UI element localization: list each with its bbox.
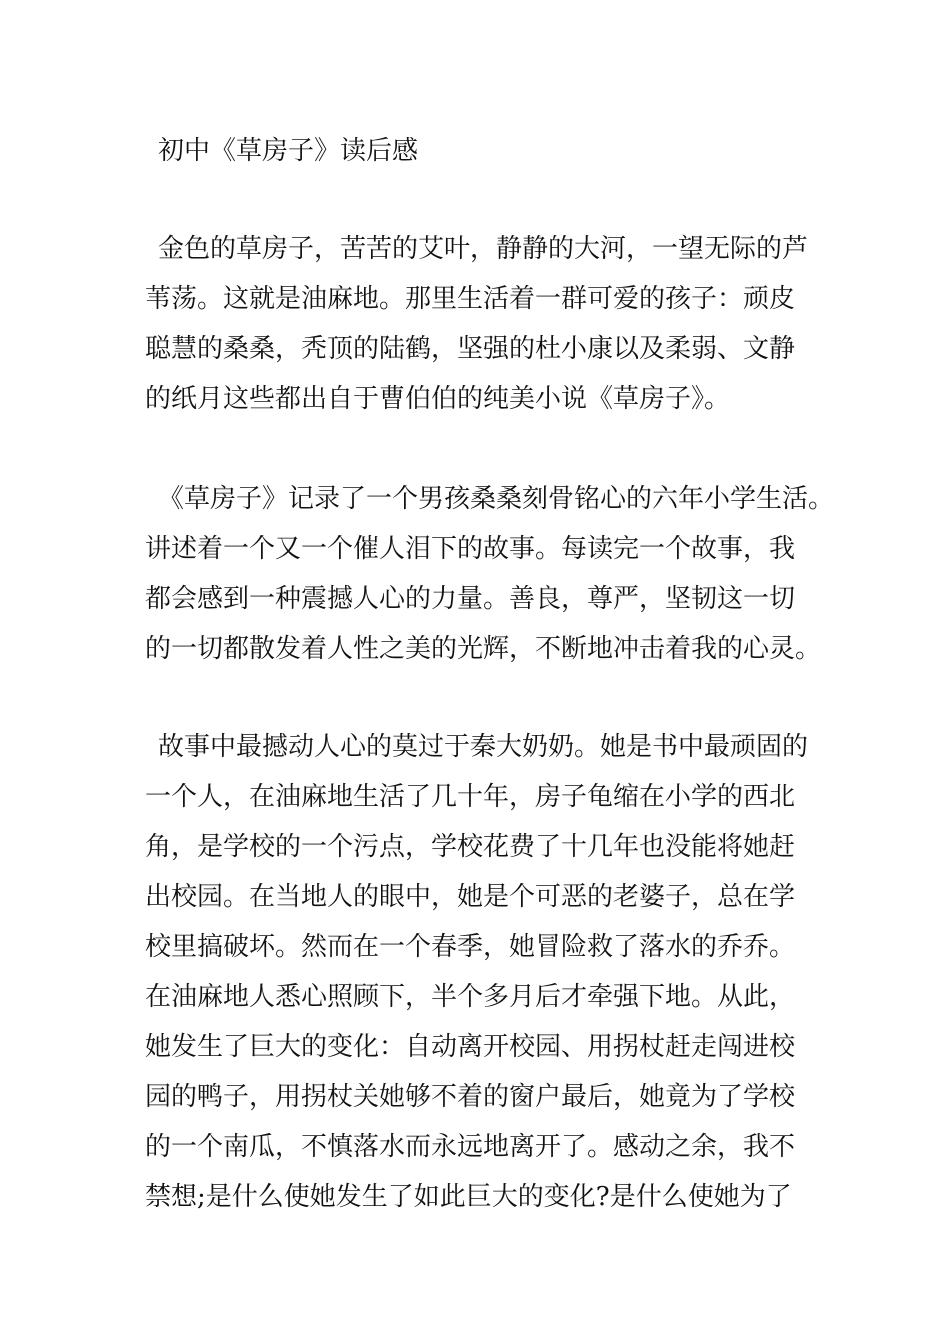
paragraph-1: [145, 224, 808, 424]
paragraph-line: 校里搞破坏。然而在一个春季，她冒险救了落水的乔乔。: [145, 932, 796, 962]
paragraph-line: 出校园。在当地人的眼中，她是个可恶的老婆子，总在学: [145, 882, 796, 912]
paragraph-line: 都会感到一种震撼人心的力量。善良，尊严，坚韧这一切: [145, 584, 796, 614]
paragraph-line: 她发生了巨大的变化：自动离开校园、用拐杖赶走闯进校: [145, 1032, 796, 1062]
document-title: 初中《草房子》读后感: [158, 136, 419, 166]
paragraph-line: 在油麻地人悉心照顾下，半个多月后才牵强下地。从此，: [145, 982, 796, 1012]
paragraph-line: 讲述着一个又一个催人泪下的故事。每读完一个故事，我: [145, 534, 796, 564]
paragraph-line: 的一个南瓜，不慎落水而永远地离开了。感动之余，我不: [145, 1132, 796, 1162]
paragraph-line: 角，是学校的一个污点，学校花费了十几年也没能将她赶: [145, 832, 796, 862]
paragraph-line: 的一切都散发着人性之美的光辉，不断地冲击着我的心灵。: [145, 634, 822, 664]
paragraph-line: 故事中最撼动人心的莫过于秦大奶奶。她是书中最顽固的: [158, 732, 809, 762]
paragraph-line: 一个人，在油麻地生活了几十年，房子龟缩在小学的西北: [145, 782, 796, 812]
paragraph-2: [145, 474, 834, 674]
paragraph-line: 聪慧的桑桑，秃顶的陆鹤，坚强的杜小康以及柔弱、文静: [145, 334, 796, 364]
paragraph-line: 《草房子》记录了一个男孩桑桑刻骨铭心的六年小学生活。: [158, 484, 835, 514]
paragraph-line: 的纸月这些都出自于曹伯伯的纯美小说《草房子》。: [145, 384, 731, 414]
paragraph-3: [145, 722, 808, 1222]
paragraph-line: 园的鸭子，用拐杖关她够不着的窗户最后，她竟为了学校: [145, 1082, 796, 1112]
paragraph-line: 金色的草房子，苦苦的艾叶，静静的大河，一望无际的芦: [158, 234, 809, 264]
paragraph-line: 苇荡。这就是油麻地。那里生活着一群可爱的孩子：顽皮: [145, 284, 796, 314]
paragraph-line: 禁想;是什么使她发生了如此巨大的变化?是什么使她为了: [145, 1182, 792, 1212]
